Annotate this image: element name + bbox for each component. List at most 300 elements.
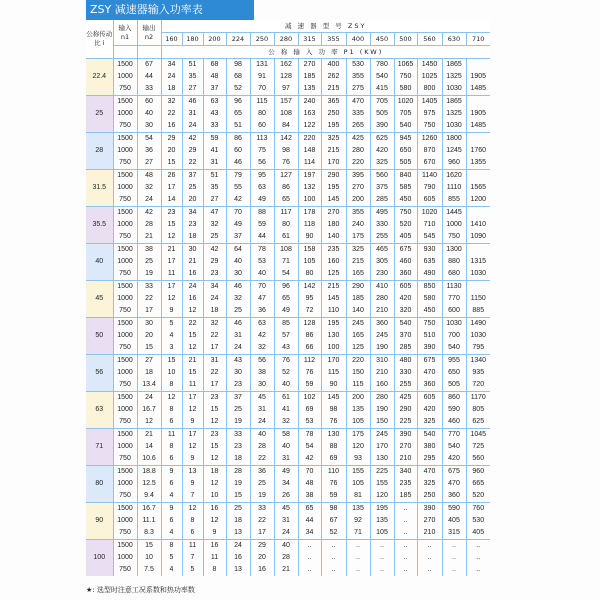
power-cell: 530 (346, 59, 370, 72)
power-cell: 9 (182, 478, 203, 490)
output-speed-cell: 33 (137, 281, 161, 294)
power-cell: 580 (394, 83, 417, 96)
power-cell: 131 (250, 59, 274, 72)
power-cell: 32 (203, 318, 226, 331)
power-cell: 325 (417, 478, 442, 490)
power-cell: 185 (346, 293, 370, 305)
power-cell: 125 (346, 342, 370, 355)
power-cell: 8 (161, 540, 182, 553)
power-cell: 105 (346, 478, 370, 490)
power-cell: 8 (182, 515, 203, 527)
power-cell: 420 (394, 293, 417, 305)
power-cell: 93 (346, 453, 370, 466)
power-cell: 365 (321, 96, 346, 109)
power-cell: 270 (394, 441, 417, 453)
table-row (86, 256, 490, 268)
input-speed-cell: 750 (113, 564, 137, 576)
power-cell: 110 (321, 305, 346, 318)
table-row (86, 552, 490, 564)
power-cell: 370 (394, 330, 417, 342)
power-cell: 410 (370, 281, 394, 294)
table-row (86, 305, 490, 318)
power-cell: 56 (250, 157, 274, 170)
power-cell: 1065 (394, 59, 417, 72)
header-model-280: 280 (274, 33, 298, 46)
power-cell: 720 (472, 381, 485, 388)
header-model-630: 630 (442, 33, 466, 46)
output-speed-cell: 19 (137, 268, 161, 281)
power-cell: 705 (394, 108, 417, 120)
input-speed-cell: 750 (113, 157, 137, 170)
power-cell: 1030 (442, 120, 466, 133)
power-cell: 335 (346, 108, 370, 120)
table-row (86, 231, 490, 244)
power-cell: 3 (161, 342, 182, 355)
power-cell: 1045 (466, 429, 490, 442)
output-speed-cell: 40 (137, 108, 161, 120)
power-cell: 52 (226, 83, 250, 96)
input-speed-cell: 1500 (113, 429, 137, 442)
output-speed-cell: 28 (137, 219, 161, 231)
output-speed-cell: 27 (137, 355, 161, 368)
power-cell: 26 (274, 490, 298, 503)
input-speed-cell: 1500 (113, 96, 137, 109)
power-cell: 33 (226, 429, 250, 442)
power-cell: 20 (250, 552, 274, 564)
ratio-cell: 71 (86, 429, 113, 466)
power-cell: 6 (161, 515, 182, 527)
table-row (86, 564, 490, 576)
power-cell: 705 (370, 96, 394, 109)
power-cell: 240 (346, 219, 370, 231)
power-cell: 22 (182, 157, 203, 170)
power-cell: 225 (394, 416, 417, 429)
power-cell: 750 (394, 71, 417, 83)
output-speed-cell: 54 (137, 133, 161, 146)
power-cell: 78 (250, 244, 274, 257)
input-speed-cell: 1000 (113, 145, 137, 157)
power-cell: 605 (417, 194, 442, 207)
power-cell: 750 (417, 318, 442, 331)
power-cell: 1490 (466, 318, 490, 331)
power-cell: 53 (250, 256, 274, 268)
power-cell: 1000 (442, 219, 466, 231)
power-cell: 98 (321, 404, 346, 416)
power-cell: 1800 (442, 133, 466, 146)
input-speed-cell: 750 (113, 527, 137, 540)
power-cell: 46 (226, 157, 250, 170)
power-cell: 255 (394, 379, 417, 392)
power-cell: 4 (161, 330, 182, 342)
ratio-cell: 31.5 (86, 170, 113, 207)
power-cell: 355 (346, 71, 370, 83)
power-cell: 245 (370, 330, 394, 342)
power-cell: 67 (321, 515, 346, 527)
power-cell: 235 (321, 244, 346, 257)
power-cell: .. (394, 515, 417, 527)
power-cell: 175 (346, 231, 370, 244)
power-cell: 860 (442, 392, 466, 405)
ratio-cell: 90 (86, 503, 113, 540)
power-cell: 29 (203, 256, 226, 268)
power-cell: 88 (321, 441, 346, 453)
table-row (86, 429, 490, 442)
power-cell: 11 (161, 429, 182, 442)
power-cell: 770 (442, 293, 466, 305)
power-cell: 310 (370, 355, 394, 368)
power-cell: .. (298, 552, 321, 564)
power-cell: 19 (250, 490, 274, 503)
power-cell: 195 (370, 503, 394, 516)
power-cell: 12 (161, 293, 182, 305)
power-cell: .. (346, 552, 370, 564)
output-speed-cell: 8.3 (137, 527, 161, 540)
output-speed-cell: 7.5 (137, 564, 161, 576)
power-cell: .. (346, 540, 370, 553)
power-cell: 46 (226, 281, 250, 294)
power-cell: 505 (394, 157, 417, 170)
power-cell: 590 (442, 503, 466, 516)
power-cell: 760 (466, 503, 490, 516)
power-cell: 22 (203, 330, 226, 342)
power-cell: 18 (203, 305, 226, 318)
header-blank-1 (113, 46, 137, 59)
power-cell: 76 (321, 478, 346, 490)
power-cell: 230 (370, 268, 394, 281)
power-cell: 9 (182, 416, 203, 429)
output-speed-cell: 32 (137, 182, 161, 194)
header-model-400: 400 (346, 33, 370, 46)
table-row (86, 392, 490, 405)
power-cell: 4 (161, 564, 182, 576)
power-cell: 145 (321, 194, 346, 207)
power-cell: 1450 (417, 59, 442, 72)
power-cell: 625 (370, 133, 394, 146)
power-cell: 51 (203, 170, 226, 183)
power-cell: 495 (370, 207, 394, 220)
power-cell: 23 (226, 441, 250, 453)
power-cell: 66 (298, 342, 321, 355)
power-cell: 48 (203, 71, 226, 83)
power-cell: 51 (182, 59, 203, 72)
power-cell: 1325 (442, 71, 466, 83)
power-cell: 1355 (470, 159, 487, 166)
power-cell: 250 (417, 490, 442, 503)
power-cell: 97 (274, 83, 298, 96)
power-cell: 59 (203, 133, 226, 146)
power-cell: 6 (161, 453, 182, 466)
power-cell: 163 (298, 108, 321, 120)
power-cell: 855 (442, 194, 466, 207)
power-cell: 325 (346, 244, 370, 257)
power-cell: 450 (394, 194, 417, 207)
power-cell: 270 (417, 515, 442, 527)
power-cell: 9 (161, 466, 182, 479)
power-cell: 105 (370, 527, 394, 540)
input-speed-cell: 1500 (113, 281, 137, 294)
power-cell: 270 (346, 182, 370, 194)
power-cell: 71 (274, 256, 298, 268)
power-cell: 420 (417, 404, 442, 416)
header-input-label: 输入 (118, 23, 132, 32)
power-cell: 35 (182, 71, 203, 83)
power-cell: 960 (466, 466, 490, 479)
power-cell: 12 (161, 231, 182, 244)
power-cell: 24 (250, 416, 274, 429)
power-cell: 8 (203, 564, 226, 576)
power-cell: 1300 (442, 244, 466, 257)
power-cell: 380 (417, 441, 442, 453)
power-cell: 65 (274, 293, 298, 305)
power-cell: .. (370, 552, 394, 564)
power-cell: 17 (250, 527, 274, 540)
power-cell: 98 (274, 145, 298, 157)
power-cell: 56 (250, 355, 274, 368)
power-cell: 390 (417, 342, 442, 355)
power-cell: 155 (370, 478, 394, 490)
power-cell: 885 (472, 307, 485, 314)
output-speed-cell: 30 (137, 120, 161, 133)
power-cell: 262 (321, 71, 346, 83)
output-speed-cell: 60 (137, 96, 161, 109)
power-cell: 51 (226, 120, 250, 133)
power-cell: 4 (161, 527, 182, 540)
power-cell: 1565 (470, 184, 487, 191)
power-cell: 1405 (417, 96, 442, 109)
power-cell: 31 (203, 355, 226, 368)
power-cell: 68 (203, 59, 226, 72)
power-cell: 11 (182, 379, 203, 392)
power-cell: 75 (250, 145, 274, 157)
power-cell: 142 (298, 281, 321, 294)
power-cell: 540 (442, 342, 466, 355)
power-cell: 510 (417, 330, 442, 342)
power-cell: .. (442, 564, 466, 576)
power-cell: 8 (161, 404, 182, 416)
power-cell (466, 59, 490, 72)
table-row (86, 515, 490, 527)
power-cell: 18 (161, 83, 182, 96)
power-cell: 145 (321, 293, 346, 305)
input-speed-cell: 750 (113, 416, 137, 429)
power-cell: 200 (346, 194, 370, 207)
power-cell: 175 (346, 429, 370, 442)
power-cell: 24 (203, 293, 226, 305)
header-output-sub: n2 (144, 32, 154, 41)
power-cell: 325 (417, 416, 442, 429)
power-cell: 31 (203, 157, 226, 170)
power-cell: 12 (203, 453, 226, 466)
power-cell: 41 (274, 404, 298, 416)
output-speed-cell: 36 (137, 145, 161, 157)
power-cell: 28 (226, 466, 250, 479)
power-cell: 180 (321, 219, 346, 231)
power-cell: 29 (182, 145, 203, 157)
table-row (86, 145, 490, 157)
power-cell: 27 (203, 194, 226, 207)
power-cell: 145 (321, 392, 346, 405)
power-cell: 27 (182, 83, 203, 96)
power-cell: .. (394, 527, 417, 540)
power-cell: 17 (182, 429, 203, 442)
power-cell: 45 (274, 503, 298, 516)
power-cell: 16 (250, 564, 274, 576)
power-cell: 16 (226, 552, 250, 564)
power-cell: 22 (203, 367, 226, 379)
power-cell: 17 (161, 182, 182, 194)
power-cell: 31 (226, 330, 250, 342)
power-cell: 165 (346, 330, 370, 342)
power-cell: 60 (250, 120, 274, 133)
table-row (86, 478, 490, 490)
power-cell: 880 (442, 256, 466, 268)
power-cell: 59 (250, 219, 274, 231)
power-cell: 520 (472, 492, 485, 499)
power-cell: 70 (250, 83, 274, 96)
input-speed-cell: 1500 (113, 355, 137, 368)
power-cell: 8 (161, 441, 182, 453)
power-cell: 16 (203, 540, 226, 553)
power-cell: 90 (298, 231, 321, 244)
output-speed-cell: 44 (137, 71, 161, 83)
power-cell: 15 (161, 355, 182, 368)
power-cell: 150 (346, 367, 370, 379)
power-cell: .. (442, 552, 466, 564)
power-cell: 225 (370, 466, 394, 479)
power-cell: 71 (346, 527, 370, 540)
power-cell (466, 207, 490, 220)
power-cell (466, 170, 490, 183)
power-cell: 295 (417, 453, 442, 466)
output-speed-cell: 22 (137, 293, 161, 305)
power-cell: 19 (226, 416, 250, 429)
output-speed-cell: 48 (137, 170, 161, 183)
power-cell: 40 (274, 379, 298, 392)
power-cell: 46 (226, 318, 250, 331)
power-cell: 22 (250, 453, 274, 466)
header-row-power (86, 46, 490, 59)
power-cell: 18 (182, 231, 203, 244)
power-cell: 675 (394, 244, 417, 257)
power-cell: 23 (203, 392, 226, 405)
power-cell: 1620 (442, 170, 466, 183)
power-cell: 7 (182, 490, 203, 503)
output-speed-cell: 10.6 (137, 453, 161, 466)
input-speed-cell: 1000 (113, 404, 137, 416)
power-cell: 360 (370, 318, 394, 331)
output-speed-cell: 20 (137, 330, 161, 342)
power-cell: 1340 (466, 355, 490, 368)
input-speed-cell: 750 (113, 120, 137, 133)
power-cell: .. (298, 540, 321, 553)
power-cell: 680 (442, 268, 466, 281)
power-cell: 37 (182, 170, 203, 183)
table-row (86, 207, 490, 220)
power-cell: 13 (226, 527, 250, 540)
power-cell: 9 (203, 527, 226, 540)
power-cell: 235 (394, 478, 417, 490)
power-cell: 23 (182, 219, 203, 231)
power-cell: 52 (321, 527, 346, 540)
input-speed-cell: 1500 (113, 244, 137, 257)
ratio-cell: 45 (86, 281, 113, 318)
table-row (86, 379, 490, 392)
power-cell: 155 (346, 466, 370, 479)
power-cell: 215 (321, 281, 346, 294)
power-cell: 49 (274, 305, 298, 318)
power-cell: 420 (370, 145, 394, 157)
power-cell: 43 (226, 355, 250, 368)
header-input (113, 20, 137, 46)
power-cell: 30 (226, 367, 250, 379)
power-cell: 197 (298, 170, 321, 183)
power-cell: 15 (203, 404, 226, 416)
power-cell: 790 (417, 182, 442, 194)
power-cell: 490 (417, 268, 442, 281)
power-cell: 470 (346, 96, 370, 109)
table-row (86, 404, 490, 416)
output-speed-cell: 17 (137, 305, 161, 318)
power-cell: 20 (161, 145, 182, 157)
output-speed-cell: 13.4 (137, 379, 161, 392)
input-speed-cell: 1000 (113, 330, 137, 342)
power-cell: 12 (182, 342, 203, 355)
power-cell: 12 (182, 404, 203, 416)
power-cell: 1090 (470, 233, 487, 240)
power-cell: 31 (274, 515, 298, 527)
power-cell: 1325 (442, 108, 466, 120)
power-cell: 245 (346, 318, 370, 331)
output-speed-cell: 12 (137, 416, 161, 429)
header-model-500: 500 (394, 33, 417, 46)
power-cell: 460 (442, 416, 466, 429)
power-cell: 280 (346, 145, 370, 157)
output-speed-cell: 18.8 (137, 466, 161, 479)
input-speed-cell: 1500 (113, 392, 137, 405)
power-cell: 132 (298, 182, 321, 194)
input-speed-cell: 750 (113, 268, 137, 281)
power-cell: 108 (274, 244, 298, 257)
power-cell: 59 (298, 379, 321, 392)
power-cell: 1245 (442, 145, 466, 157)
power-cell: 40 (250, 268, 274, 281)
power-cell: .. (370, 540, 394, 553)
power-cell: 15 (161, 219, 182, 231)
power-cell: 24 (274, 527, 298, 540)
power-cell: 33 (250, 503, 274, 516)
power-cell: 935 (472, 369, 485, 376)
power-cell: 63 (203, 96, 226, 109)
power-cell: .. (394, 503, 417, 516)
power-cell: 1485 (470, 85, 487, 92)
power-cell: 505 (370, 108, 394, 120)
power-cell (466, 244, 490, 257)
power-cell: 47 (250, 293, 274, 305)
power-cell: 34 (203, 281, 226, 294)
table-row (86, 194, 490, 207)
power-cell: 1905 (470, 73, 487, 80)
power-cell: 425 (394, 392, 417, 405)
power-cell: 42 (182, 133, 203, 146)
power-cell: 1025 (417, 71, 442, 83)
power-cell: 750 (417, 120, 442, 133)
power-cell: 675 (417, 355, 442, 368)
power-cell: 770 (442, 429, 466, 442)
power-cell (466, 281, 490, 294)
power-cell: 17 (161, 281, 182, 294)
power-cell: 355 (346, 207, 370, 220)
power-cell: 46 (182, 96, 203, 109)
